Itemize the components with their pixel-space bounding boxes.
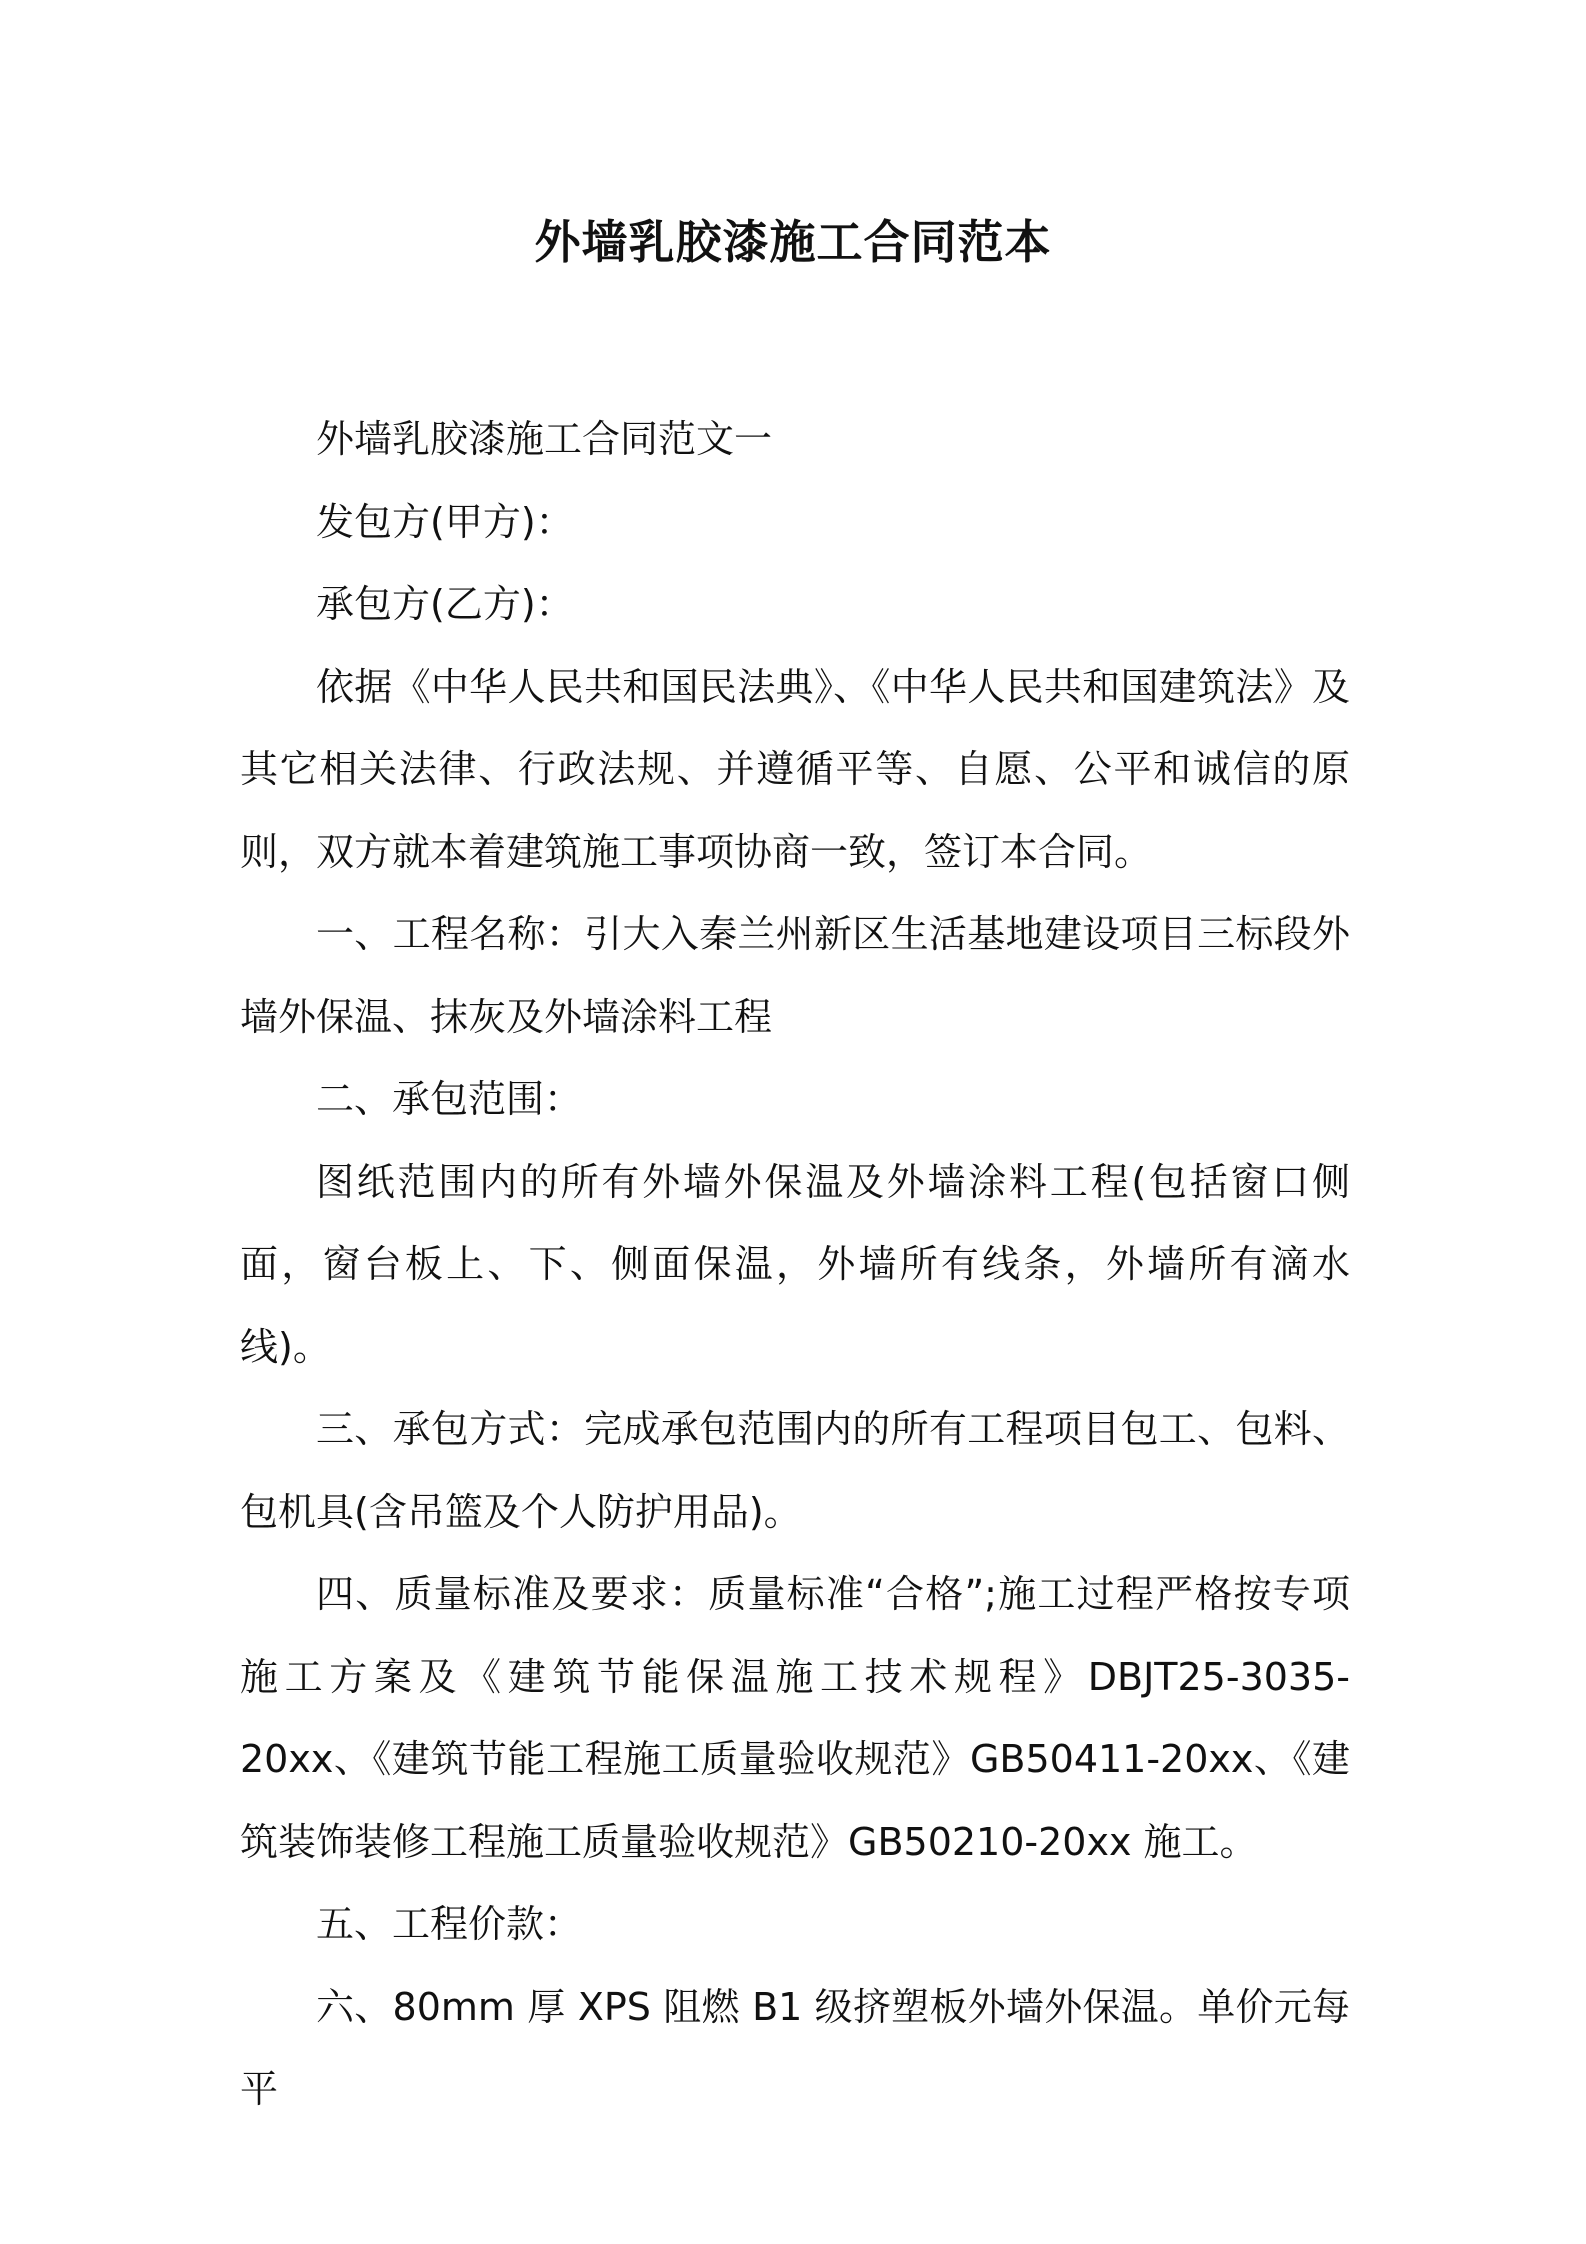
subtitle-paragraph: 外墙乳胶漆施工合同范文一 [316,417,773,461]
party-b-line: 承包方(乙方)： [316,582,574,626]
document-title: 外墙乳胶漆施工合同范本 [534,215,1052,269]
clause-contract-method: 三、承包方式：完成承包范围内的所有工程项目包工、包料、包机具(含吊篮及个人防护用品)。 [240,1407,1350,1534]
clause-quality-standard: 四、质量标准及要求：质量标准“合格”;施工过程严格按专项施工方案及《建筑节能保温施工技术规程》DBJT25-3035-20xx、《建筑节能工程施工质量验收规范》GB50411-20xx、《建筑装饰装修工程施工质量验收规范》GB50210-20xx 施工。 [240,1572,1350,1864]
clause-scope-heading: 二、承包范围： [316,1077,583,1121]
clause-scope-body: 图纸范围内的所有外墙外保温及外墙涂料工程(包括窗口侧面，窗台板上、下、侧面保温，外墙所有线条，外墙所有滴水线)。 [240,1159,1350,1369]
clause-price-heading: 五、工程价款： [316,1902,583,1946]
preamble-paragraph: 依据《中华人民共和国民法典》、《中华人民共和国建筑法》及其它相关法律、行政法规、并遵循平等、自愿、公平和诚信的原则，双方就本着建筑施工事项协商一致，签订本合同。 [240,664,1350,874]
clause-insulation-price: 六、80mm 厚 XPS 阻燃 B1 级挤塑板外墙外保温。单价元每平 [240,1984,1350,2111]
clause-project-name: 一、工程名称：引大入秦兰州新区生活基地建设项目三标段外墙外保温、抹灰及外墙涂料工程 [240,912,1350,1039]
document-body [240,398,1350,2131]
party-a-line: 发包方(甲方)： [316,499,574,544]
